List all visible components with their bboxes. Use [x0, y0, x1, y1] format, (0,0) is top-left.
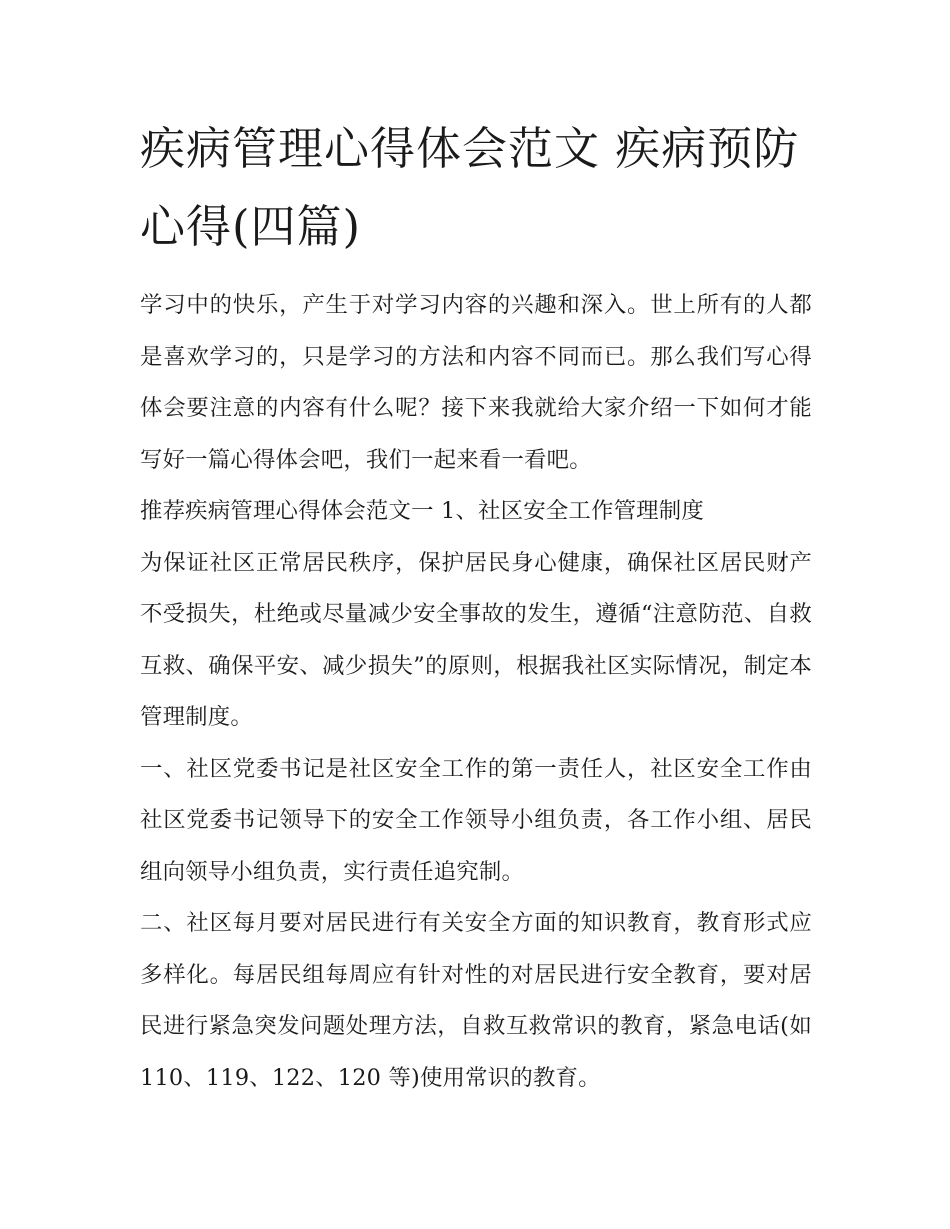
document-title: 疾病管理心得体会范文 疾病预防心得(四篇) — [140, 122, 800, 253]
intro-paragraph: 学习中的快乐，产生于对学习内容的兴趣和深入。世上所有的人都是喜欢学习的，只是学习的方法和内容不同而已。那么我们写心得体会要注意的内容有什么呢？接下来我就给大家介绍一下如何才能写好一篇心得体会吧，我们一起来看一看吧。 — [140, 292, 812, 473]
purpose-paragraph: 为保证社区正常居民秩序，保护居民身心健康，确保社区居民财产不受损失，杜绝或尽量减少安全事故的发生，遵循“注意防范、自救互救、确保平安、减少损失”的原则，根据我社区实际情况，制定本管理制度。 — [140, 549, 812, 730]
document-page — [140, 110, 812, 1104]
section-heading: 推荐疾病管理心得体会范文一 1、社区安全工作管理制度 — [140, 498, 704, 524]
clause-one-paragraph: 一、社区党委书记是社区安全工作的第一责任人，社区安全工作由社区党委书记领导下的安全工作领导小组负责，各工作小组、居民组向领导小组负责，实行责任追究制。 — [140, 755, 812, 885]
clause-two-paragraph: 二、社区每月要对居民进行有关安全方面的知识教育，教育形式应多样化。每居民组每周应有针对性的对居民进行安全教育，要对居民进行紧急突发问题处理方法，自救互救常识的教育，紧急电话(如 110、119、122、120 等)使用常识的教育。 — [140, 910, 812, 1091]
